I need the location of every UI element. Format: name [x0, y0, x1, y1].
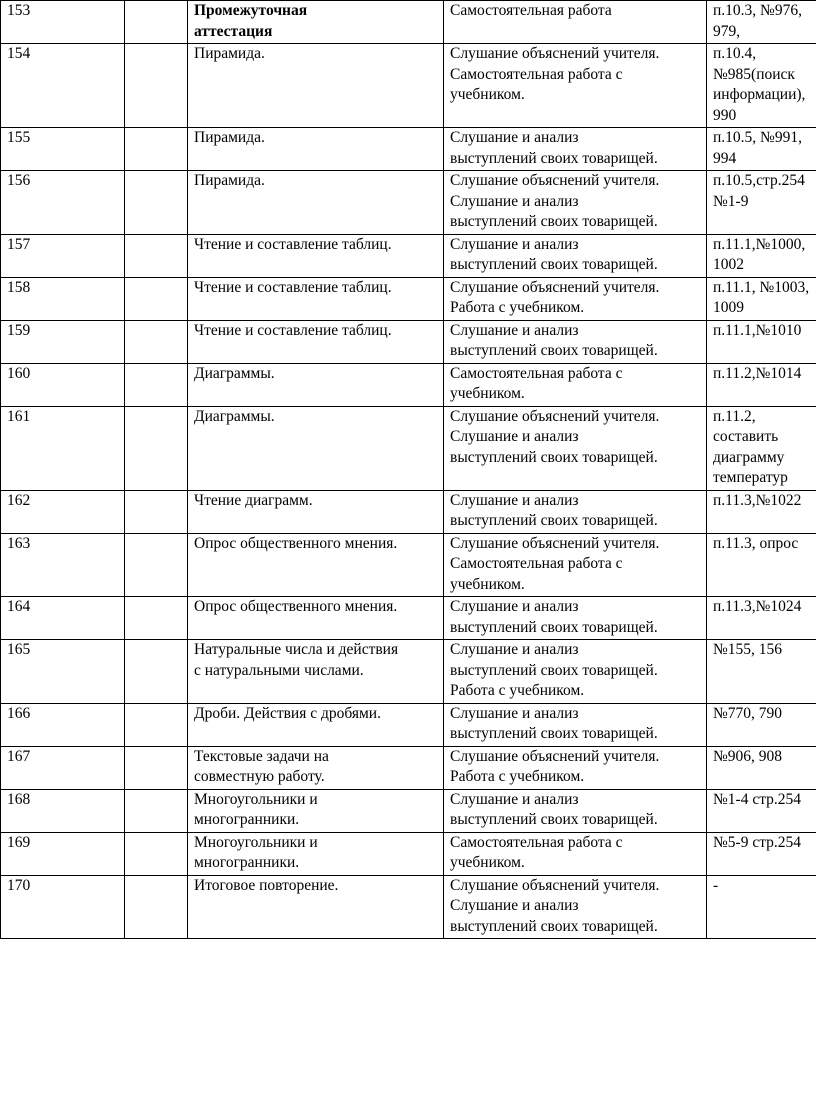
lesson-topic-cell [188, 789, 444, 832]
homework-text: п.11.3,№1022 [713, 491, 802, 509]
lesson-topic: Многоугольники и многогранники. [194, 833, 318, 871]
activity-text: Слушание и анализ выступлений своих товарищей. [450, 491, 658, 529]
lesson-topic-cell [188, 363, 444, 406]
empty-date-cell [125, 320, 188, 363]
table-row [1, 406, 816, 490]
lesson-topic: Опрос общественного мнения. [194, 598, 398, 615]
lesson-number: 169 [7, 833, 31, 851]
lesson-topic: Многоугольники и многогранники. [194, 790, 318, 828]
table-row [1, 703, 816, 746]
table-row [1, 746, 816, 789]
activity-text: Самостоятельная работа с учебником. [450, 833, 623, 871]
lesson-number-cell [1, 128, 125, 171]
empty-date-cell [125, 277, 188, 320]
table-row [1, 44, 816, 128]
homework-text: п.11.1,№1010 [713, 321, 802, 339]
lesson-number: 166 [7, 704, 31, 722]
empty-date-cell [125, 597, 188, 640]
empty-date-cell [125, 406, 188, 490]
lesson-topic: Диаграммы. [194, 364, 275, 382]
homework-text: п.10.3, №976, 979, [713, 2, 802, 40]
homework-cell [707, 277, 816, 320]
homework-text: №770, 790 [713, 704, 783, 722]
lesson-number-cell [1, 320, 125, 363]
activity-text: Слушание объяснений учителя. Работа с учебником. [450, 278, 660, 316]
activity-cell [444, 640, 707, 704]
lesson-topic-cell [188, 1, 444, 44]
activity-cell [444, 746, 707, 789]
homework-text: п.11.1, №1003, 1009 [713, 278, 810, 316]
homework-cell [707, 406, 816, 490]
homework-cell [707, 597, 816, 640]
lesson-number-cell [1, 875, 125, 939]
empty-date-cell [125, 875, 188, 939]
activity-cell [444, 320, 707, 363]
lesson-number-cell [1, 44, 125, 128]
activity-cell [444, 490, 707, 533]
empty-date-cell [125, 1, 188, 44]
lesson-topic: Опрос общественного мнения. [194, 534, 398, 552]
homework-cell [707, 171, 816, 235]
lesson-topic: Итоговое повторение. [194, 876, 339, 894]
lesson-topic-cell [188, 320, 444, 363]
lesson-number: 164 [7, 598, 31, 615]
table-row [1, 597, 816, 640]
lesson-topic: Чтение и составление таблиц. [194, 235, 392, 253]
lesson-number: 158 [7, 278, 31, 296]
lesson-number: 153 [7, 2, 31, 19]
homework-text: п.11.2, составить диаграмму температур [713, 407, 788, 486]
lesson-number-cell [1, 789, 125, 832]
lesson-number: 168 [7, 790, 31, 808]
lesson-topic: Пирамида. [194, 45, 265, 62]
lesson-number-cell [1, 533, 125, 597]
homework-cell [707, 746, 816, 789]
lesson-topic-cell [188, 490, 444, 533]
table-row [1, 832, 816, 875]
homework-cell [707, 789, 816, 832]
lesson-number-cell [1, 1, 125, 44]
lesson-number: 154 [7, 45, 31, 62]
activity-cell [444, 703, 707, 746]
activity-cell [444, 1, 707, 44]
activity-cell [444, 597, 707, 640]
homework-text: №5-9 стр.254 [713, 833, 802, 851]
lesson-topic: Чтение и составление таблиц. [194, 321, 392, 339]
activity-text: Слушание и анализ выступлений своих товарищей. [450, 129, 658, 167]
table-row [1, 875, 816, 939]
lesson-number: 160 [7, 364, 31, 382]
lesson-plan-body [1, 1, 816, 939]
empty-date-cell [125, 363, 188, 406]
activity-text: Слушание и анализ выступлений своих товарищей. [450, 790, 658, 828]
homework-cell [707, 533, 816, 597]
homework-cell [707, 832, 816, 875]
homework-cell [707, 44, 816, 128]
lesson-topic: Промежуточная аттестация [194, 2, 308, 40]
table-row [1, 128, 816, 171]
empty-date-cell [125, 128, 188, 171]
empty-date-cell [125, 746, 188, 789]
homework-text: п.10.5, №991, 994 [713, 129, 802, 167]
lesson-topic: Пирамида. [194, 172, 265, 189]
homework-text: п.10.5,стр.254 №1-9 [713, 172, 805, 210]
lesson-topic: Диаграммы. [194, 407, 275, 425]
lesson-number: 170 [7, 876, 31, 894]
homework-cell [707, 640, 816, 704]
activity-text: Самостоятельная работа с учебником. [450, 364, 623, 402]
lesson-number-cell [1, 171, 125, 235]
homework-text: - [713, 876, 719, 894]
table-row [1, 320, 816, 363]
empty-date-cell [125, 832, 188, 875]
lesson-topic-cell [188, 406, 444, 490]
table-row [1, 640, 816, 704]
lesson-topic-cell [188, 171, 444, 235]
lesson-topic-cell [188, 597, 444, 640]
lesson-topic-cell [188, 277, 444, 320]
lesson-topic: Натуральные числа и действия с натуральными числами. [194, 641, 399, 679]
table-row [1, 171, 816, 235]
lesson-topic-cell [188, 533, 444, 597]
homework-text: №155, 156 [713, 641, 783, 658]
lesson-number: 163 [7, 534, 31, 552]
lesson-number: 155 [7, 129, 31, 146]
table-row [1, 490, 816, 533]
activity-text: Слушание объяснений учителя. Работа с учебником. [450, 747, 660, 785]
lesson-number-cell [1, 597, 125, 640]
table-row [1, 533, 816, 597]
activity-cell [444, 363, 707, 406]
homework-cell [707, 234, 816, 277]
lesson-number-cell [1, 703, 125, 746]
homework-cell [707, 875, 816, 939]
table-row [1, 1, 816, 44]
lesson-topic-cell [188, 128, 444, 171]
activity-cell [444, 128, 707, 171]
lesson-topic-cell [188, 703, 444, 746]
homework-cell [707, 1, 816, 44]
lesson-number: 161 [7, 407, 31, 425]
activity-cell [444, 832, 707, 875]
lesson-number-cell [1, 490, 125, 533]
homework-text: п.10.4, №985(поиск информации), 990 [713, 45, 806, 124]
lesson-topic-cell [188, 44, 444, 128]
empty-date-cell [125, 703, 188, 746]
activity-text: Слушание и анализ выступлений своих товарищей. [450, 704, 658, 742]
activity-text: Слушание и анализ выступлений своих товарищей. Работа с учебником. [450, 641, 658, 699]
lesson-topic-cell [188, 875, 444, 939]
lesson-number: 159 [7, 321, 31, 339]
activity-cell [444, 789, 707, 832]
activity-text: Слушание объяснений учителя. Самостоятельная работа с учебником. [450, 534, 660, 593]
empty-date-cell [125, 533, 188, 597]
activity-text: Слушание объяснений учителя. Слушание и анализ выступлений своих товарищей. [450, 172, 660, 230]
homework-text: п.11.3,№1024 [713, 598, 802, 615]
activity-cell [444, 875, 707, 939]
lesson-number-cell [1, 640, 125, 704]
activity-text: Слушание объяснений учителя. Самостоятельная работа с учебником. [450, 45, 660, 103]
lesson-topic-cell [188, 746, 444, 789]
activity-cell [444, 234, 707, 277]
lesson-number-cell [1, 277, 125, 320]
lesson-number-cell [1, 234, 125, 277]
homework-text: №906, 908 [713, 747, 783, 765]
activity-text: Слушание и анализ выступлений своих товарищей. [450, 321, 658, 359]
table-row [1, 277, 816, 320]
homework-cell [707, 128, 816, 171]
lesson-number: 157 [7, 235, 31, 253]
lesson-number: 156 [7, 172, 31, 189]
lesson-topic: Текстовые задачи на совместную работу. [194, 747, 329, 785]
activity-text: Самостоятельная работа [450, 2, 612, 19]
homework-cell [707, 490, 816, 533]
empty-date-cell [125, 490, 188, 533]
empty-date-cell [125, 234, 188, 277]
homework-text: п.11.1,№1000, 1002 [713, 235, 806, 273]
activity-text: Слушание и анализ выступлений своих товарищей. [450, 598, 658, 636]
lesson-number: 167 [7, 747, 31, 765]
lesson-topic: Чтение диаграмм. [194, 491, 313, 509]
homework-text: п.11.2,№1014 [713, 364, 802, 382]
empty-date-cell [125, 640, 188, 704]
lesson-topic: Дроби. Действия с дробями. [194, 704, 381, 722]
lesson-topic: Пирамида. [194, 129, 265, 146]
lesson-number-cell [1, 363, 125, 406]
homework-text: п.11.3, опрос [713, 534, 799, 552]
lesson-topic-cell [188, 234, 444, 277]
lesson-number-cell [1, 746, 125, 789]
homework-cell [707, 320, 816, 363]
lesson-topic-cell [188, 832, 444, 875]
empty-date-cell [125, 44, 188, 128]
homework-cell [707, 703, 816, 746]
lesson-number: 162 [7, 491, 31, 509]
lesson-number: 165 [7, 641, 31, 658]
lesson-topic: Чтение и составление таблиц. [194, 278, 392, 296]
activity-text: Слушание объяснений учителя. Слушание и анализ выступлений своих товарищей. [450, 876, 660, 935]
activity-cell [444, 533, 707, 597]
activity-cell [444, 44, 707, 128]
homework-cell [707, 363, 816, 406]
activity-cell [444, 406, 707, 490]
activity-text: Слушание и анализ выступлений своих товарищей. [450, 235, 658, 273]
lesson-number-cell [1, 832, 125, 875]
lesson-topic-cell [188, 640, 444, 704]
lesson-number-cell [1, 406, 125, 490]
table-row [1, 789, 816, 832]
empty-date-cell [125, 171, 188, 235]
activity-cell [444, 171, 707, 235]
table-row [1, 363, 816, 406]
activity-cell [444, 277, 707, 320]
activity-text: Слушание объяснений учителя. Слушание и анализ выступлений своих товарищей. [450, 407, 660, 466]
empty-date-cell [125, 789, 188, 832]
table-row [1, 234, 816, 277]
homework-text: №1-4 стр.254 [713, 790, 802, 808]
